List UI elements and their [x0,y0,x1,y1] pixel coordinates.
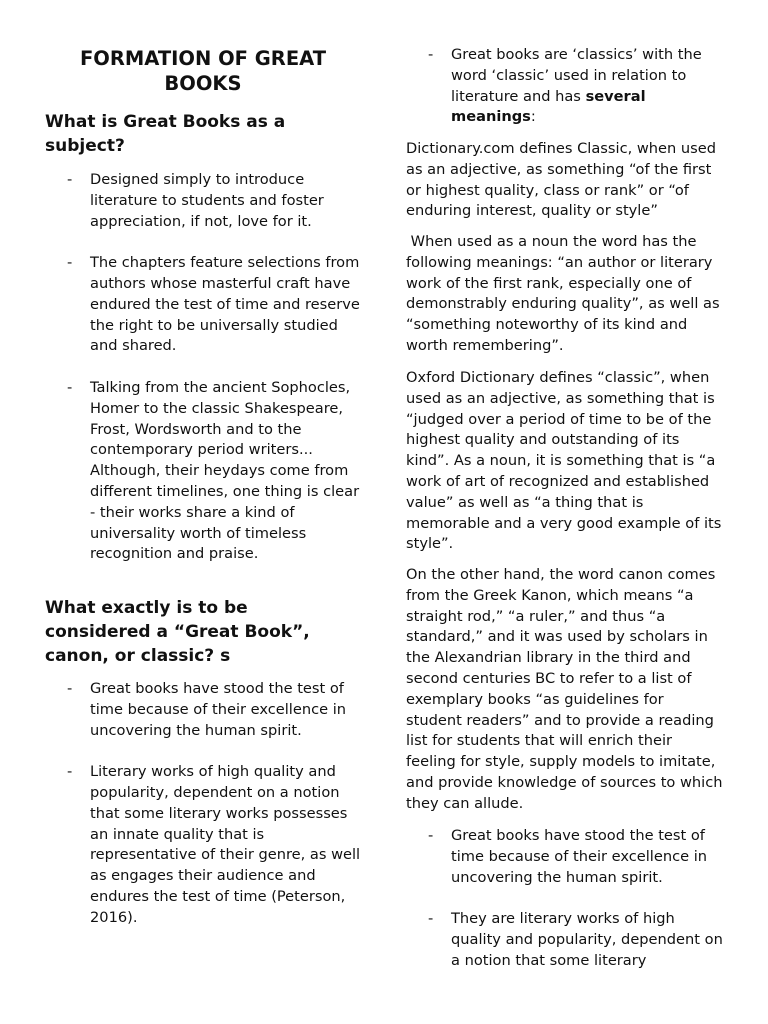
bullet-bold-text: several meanings [451,87,646,126]
bullet-dash: - [67,171,73,188]
paragraph-oxford-dictionary: Oxford Dictionary defines “classic”, when used as an adjective, as something that is “judged over a period of time to be of the highest quality and outstanding of its kind”. As a noun, it is something that is “a work of art of recognized and established value” as well as “a thing that is memorable and a very good example of its style”. [406,369,722,553]
bullet-dash: - [67,680,73,697]
bullet-text: Designed simply to introduce literature to students and foster appreciation, if not, love for it. [90,171,324,230]
document-title [45,46,361,96]
bullet-dash: - [428,910,434,928]
bullet-text: Talking from the ancient Sophocles, Homer to the classic Shakespeare, Frost, Wordsworth and to the contemporary period writers... Although, their heydays come from different timelines, one thing is clear - their works share a kind of universality worth of timeless recognition and praise. [90,378,360,563]
bullet-text: They are literary works of high quality and popularity, dependent on a notion that some literary [451,910,723,969]
bullet-dash: - [428,827,434,844]
section2-bullet-list [45,679,365,929]
right-bottom-bullet-1 [406,826,724,888]
section1-bullet-3 [45,378,365,565]
bullet-text: The chapters feature selections from authors whose masterful craft have endured the test of time and reserve the right to be universally studied and shared. [90,254,360,355]
section1-bullet-2 [45,253,365,357]
bullet-dash: - [67,254,73,272]
right-top-bullet [406,45,724,128]
right-bottom-bullet-2 [406,909,724,971]
bullet-dash: - [67,763,73,781]
section1-bullet-1 [45,170,365,232]
title-line-1: FORMATION OF GREAT [79,47,327,70]
right-top-bullet-list [406,45,724,128]
bullet-dash: - [428,46,434,63]
bullet-text: Great books have stood the test of time because of their excellence in uncovering the human spirit. [90,680,347,739]
section1-heading: What is Great Books as a subject? [45,112,286,156]
bullet-text: Great books are ‘classics’ with the word ‘classic’ used in relation to literature and has [451,46,702,105]
section2-heading: What exactly is to be considered a “Great Book”, canon, or classic? s [45,598,310,666]
bullet-dash: - [67,378,73,396]
paragraph-canon-origin: On the other hand, the word canon comes from the Greek Kanon, which means “a straight rod,” “a ruler,” and thus “a standard,” and it was used by scholars in the Alexandrian library in the third and second centuries BC to refer to a list of exemplary books “as guidelines for student readers” and to provide a reading list for students that will enrich their feeling for style, supply models to imitate, and provide knowledge of sources to which they can allude. [406,566,723,812]
section2-bullet-1 [45,679,365,741]
section1-bullet-list [45,170,365,565]
right-bottom-bullet-list [406,826,724,972]
paragraph-noun-meanings: When used as a noun the word has the following meanings: “an author or literary work of the first rank, especially one of demonstrably enduring quality”, as well as “something noteworthy of its kind and worth remembering”. [406,233,725,354]
bullet-text-end: : [530,108,536,126]
section2-bullet-2 [45,762,365,928]
paragraph-dictionary-com: Dictionary.com defines Classic, when used as an adjective, as something “of the first or highest quality, class or rank” or “of enduring interest, quality or style” [406,140,717,220]
bullet-text: Great books have stood the test of time because of their excellence in uncovering the human spirit. [451,827,708,886]
bullet-text: Literary works of high quality and popularity, dependent on a notion that some literary works possesses an innate quality that is representative of their genre, as well as engages their audience and endures the test of time (Peterson, 2016). [90,763,361,926]
title-line-2: BOOKS [164,72,242,95]
